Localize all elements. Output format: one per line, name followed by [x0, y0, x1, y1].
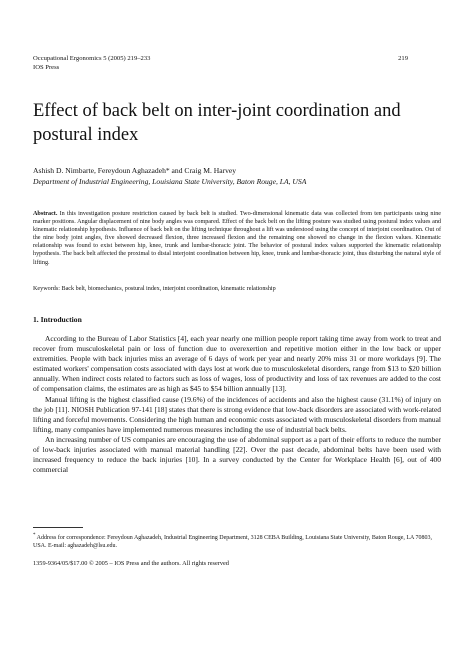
abstract [33, 210, 441, 267]
abstract-label: Abstract. [33, 211, 58, 217]
affiliation: Department of Industrial Engineering, Louisiana State University, Baton Rouge, LA, USA [33, 177, 307, 186]
paragraph: Manual lifting is the highest classified cause (19.6%) of the incidences of accidents and also the highest cause (31.1%) of injury on the job [11]. NIOSH Publication 97-141 [18] states that there is strong evidence that low-back disorders are associated with work-related lifting and forceful movements. Considering the high human and economic costs associated with musculoskeletal disorders from manual lifting, many companies have implemented numerous measures including the use of industrial back belts. [33, 394, 441, 434]
page-number: 219 [398, 55, 408, 62]
section-heading: 1. Introduction [33, 315, 82, 324]
paragraph: According to the Bureau of Labor Statistics [4], each year nearly one million people report taking time away from work to treat and recover from musculoskeletal pain or loss of function due to overexertion and repetitive motion either in the low back or upper extremities. People with back injuries miss an average of 6 days of work per year and nearly 20% miss 31 or more workdays [9]. The estimated workers' compensation costs associated with days lost at work due to musculoskeletal disorders, range from $13 to $20 billion annually. When indirect costs related to factors such as loss of wages, loss of productivity and loss of tax revenues are added to the cost of compensation claims, the estimates are as high as $45 to $54 billion annually [13]. [33, 334, 441, 394]
footnote [33, 532, 441, 550]
paper-title: Effect of back belt on inter-joint coordination and postural index [33, 101, 401, 145]
paragraph: An increasing number of US companies are encouraging the use of abdominal support as a part of their efforts to reduce the number of low-back injuries associated with manual material handling [22]. Over the past decade, abdominal belts have been used with increased frequency to reduce the back injuries [10]. In a survey conducted by the Center for Workplace Health [6], out of 400 commercial [33, 434, 441, 475]
footnote-text: Address for correspondence: Fereydoun Aghazadeh, Industrial Engineering Department, 3128 CEBA Building, Louisiana State University, Baton Rouge, LA 70803, USA. E-mail: aghazadeh@lsu.edu. [33, 535, 433, 550]
journal-citation: Occupational Ergonomics 5 (2005) 219–233 [33, 55, 151, 62]
abstract-text: In this investigation posture restriction caused by back belt is studied. Two-dimensional kinematic data was collected from ten participants using nine marker positions. Angular displacement of nine body angles was compared. Effect of the back belt on the lifting posture was studied using postural index values and kinematic relationship hypothesis. Influence of back belt on the lifting technique throughout a lift was understood using the concept of interjoint coordination. Out of the nine body joint angles, five showed decreased flexion, three increased flexion and the remaining one showed no change in the flexion values. Kinematic relationship was found to exist between hip, knee, trunk and lumbar-thoracic joint. The behavior of postural index values supported the kinematic relationship hypothesis. The back belt affected the proximal to distal interjoint coordination between hip, knee, trunk and lumbar-thoracic joint, thus disturbing the natural style of lifting. [33, 211, 441, 266]
publisher-name: IOS Press [33, 63, 60, 71]
footnote-marker: * [33, 533, 36, 538]
keywords: Keywords: Back belt, biomechanics, postural index, interjoint coordination, kinematic relationship [33, 286, 276, 292]
author-list: Ashish D. Nimbarte, Fereydoun Aghazadeh* and Craig M. Harvey [33, 166, 237, 175]
running-header [33, 55, 150, 72]
copyright-line: 1359-9364/05/$17.00 © 2005 – IOS Press and the authors. All rights reserved [33, 560, 229, 567]
footnote-rule [33, 527, 83, 528]
body-text [33, 334, 441, 475]
